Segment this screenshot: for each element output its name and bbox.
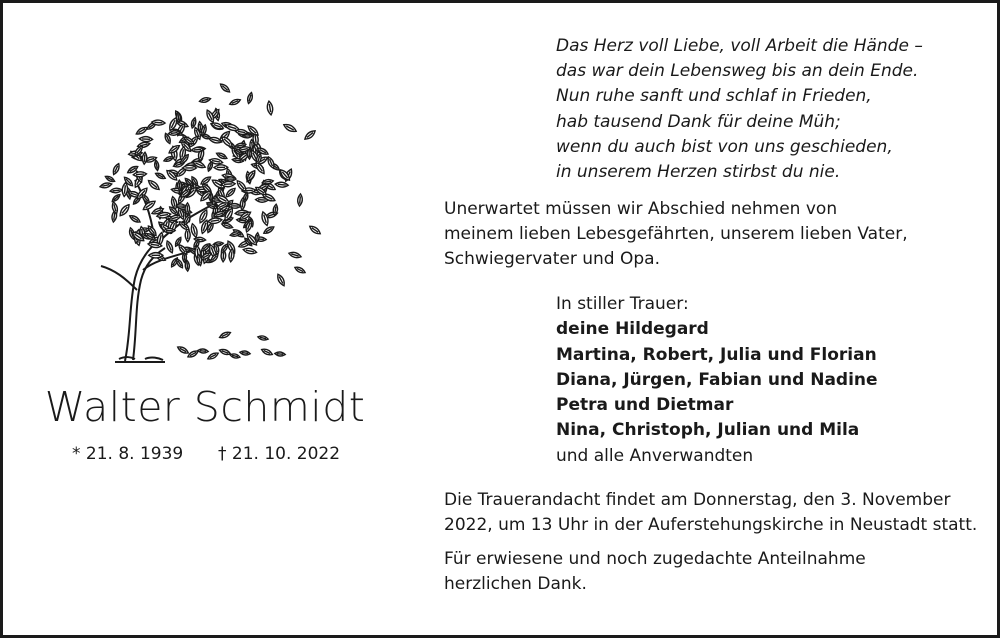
mourning-closing: und alle Anverwandten — [556, 445, 754, 466]
announcement-line: Schwiegervater und Opa. — [444, 249, 660, 269]
poem-line: wenn du auch bist von uns geschieden, — [556, 136, 893, 157]
funeral-line: Die Trauerandacht findet am Donnerstag, den 3. November — [444, 490, 951, 510]
announcement-text — [444, 197, 908, 272]
mourner-name: Martina, Robert, Julia und Florian — [556, 344, 877, 365]
mourners-list — [556, 292, 878, 469]
announcement-line: Unerwartet müssen wir Abschied nehmen von — [444, 199, 838, 219]
mourner-name: Nina, Christoph, Julian und Mila — [556, 420, 860, 441]
thanks-text — [444, 547, 866, 597]
funeral-line: 2022, um 13 Uhr in der Auferstehungskirche in Neustadt statt. — [444, 515, 978, 535]
mourner-name: Diana, Jürgen, Fabian und Nadine — [556, 369, 878, 390]
deceased-name: Walter Schmidt — [44, 383, 366, 431]
poem-line: in unserem Herzen stirbst du nie. — [556, 162, 841, 183]
mourner-name: Petra und Dietmar — [556, 395, 734, 416]
tree-in-wind-icon — [85, 80, 335, 375]
mourning-heading: In stiller Trauer: — [556, 294, 689, 314]
thanks-line: herzlichen Dank. — [444, 574, 587, 594]
birth-date: * 21. 8. 1939 — [72, 444, 184, 464]
death-date: † 21. 10. 2022 — [218, 444, 341, 464]
mourner-name: deine Hildegard — [556, 319, 709, 340]
thanks-line: Für erwiesene und noch zugedachte Anteilnahme — [444, 549, 866, 569]
poem-line: das war dein Lebensweg bis an dein Ende. — [556, 61, 919, 82]
announcement-line: meinem lieben Lebesgefährten, unserem lieben Vater, — [444, 224, 908, 244]
poem — [556, 34, 923, 185]
poem-line: hab tausend Dank für deine Müh; — [556, 111, 841, 132]
funeral-info — [444, 488, 977, 538]
poem-line: Nun ruhe sanft und schlaf in Frieden, — [556, 86, 872, 107]
poem-line: Das Herz voll Liebe, voll Arbeit die Hände – — [556, 36, 923, 56]
